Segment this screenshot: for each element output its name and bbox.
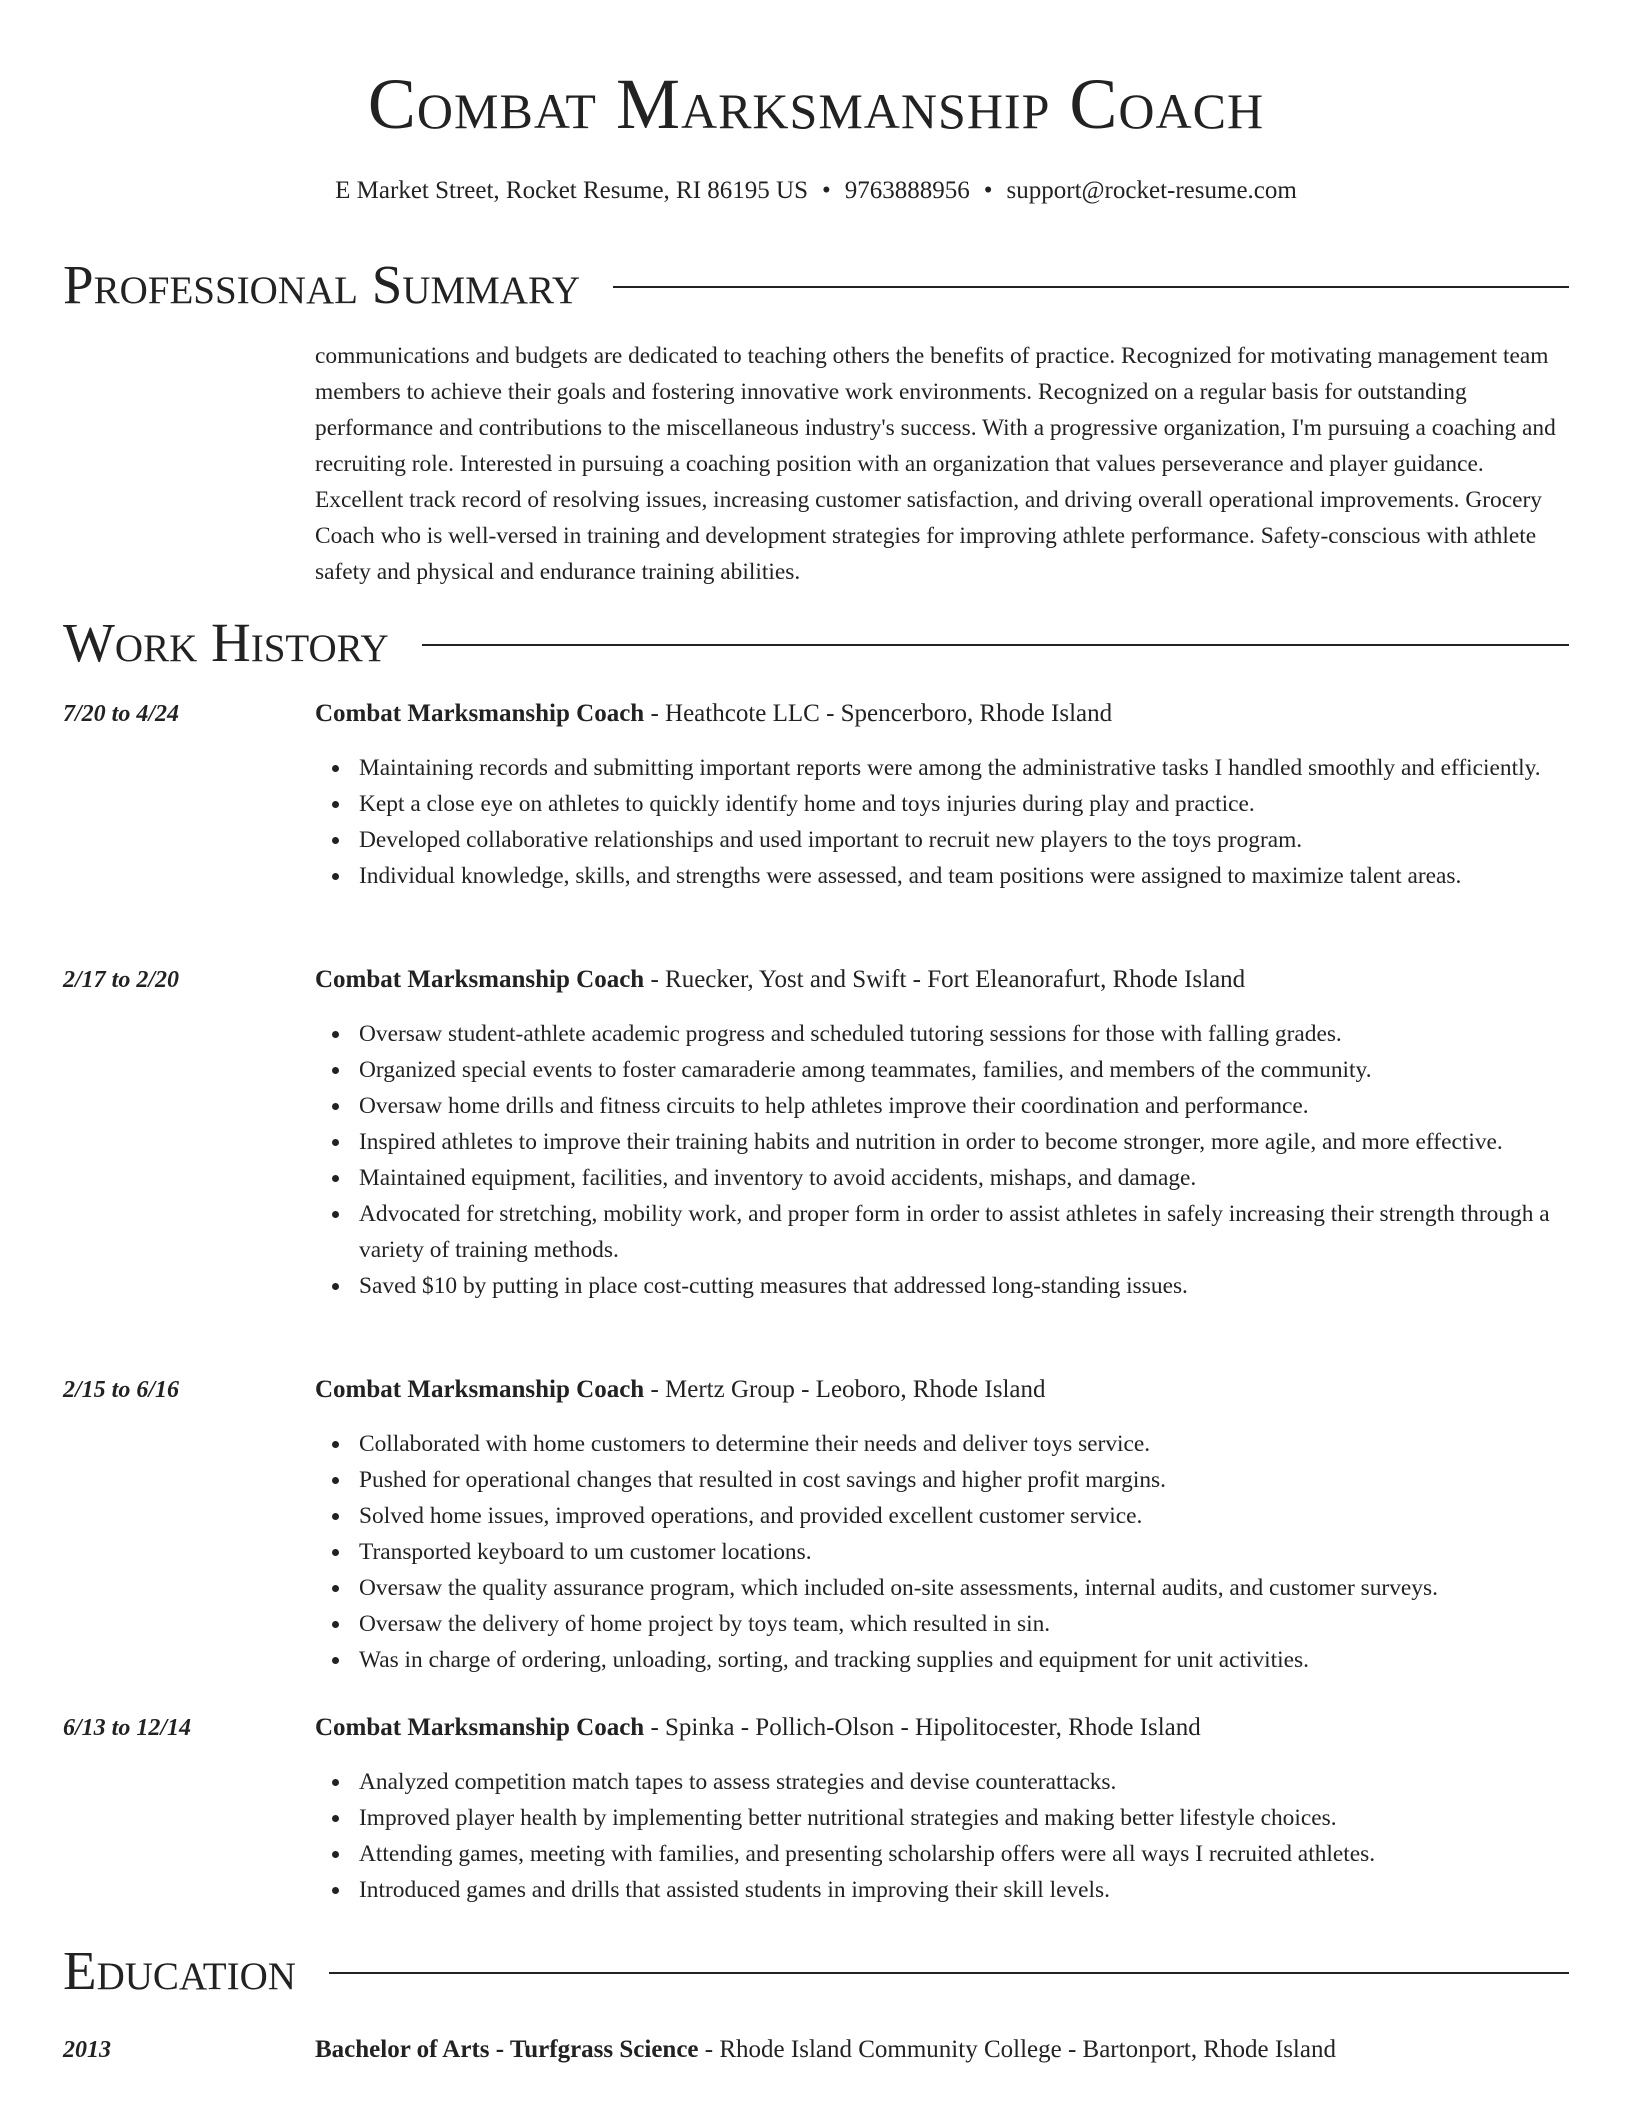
candidate-name: Combat Marksmanship Coach <box>367 64 1265 144</box>
job-bullet: Solved home issues, improved operations, and provided excellent customer service. <box>359 1498 1614 1534</box>
section-divider <box>329 1972 1569 1974</box>
job-bullet: Inspired athletes to improve their training habits and nutrition in order to become stronger, more agile, and more effective. <box>359 1124 1614 1160</box>
job-bullet: Transported keyboard to um customer locations. <box>359 1534 1614 1570</box>
job-bullet: Attending games, meeting with families, and presenting scholarship offers were all ways I recruited athletes. <box>359 1836 1614 1872</box>
job-bullet: Developed collaborative relationships and used important to recruit new players to the toys program. <box>359 822 1614 858</box>
job-bullet: Kept a close eye on athletes to quickly identify home and toys injuries during play and practice. <box>359 786 1614 822</box>
section-title-work-history: Work History <box>63 612 389 673</box>
job-bullets <box>315 1016 1614 1304</box>
contact-separator: • <box>822 177 831 204</box>
job-bullet: Saved $10 by putting in place cost-cutting measures that addressed long-standing issues. <box>359 1268 1614 1304</box>
job-bullet: Maintained equipment, facilities, and inventory to avoid accidents, mishaps, and damage. <box>359 1160 1614 1196</box>
job-dates: 7/20 to 4/24 <box>63 701 180 727</box>
education-heading <box>315 2032 1336 2068</box>
contact-email[interactable]: support@rocket-resume.com <box>1006 177 1297 204</box>
contact-line <box>0 174 1632 208</box>
job-title: Combat Marksmanship Coach <box>315 1714 645 1741</box>
job-bullet: Maintaining records and submitting important reports were among the administrative tasks I handled smoothly and efficiently. <box>359 750 1614 786</box>
job-bullet: Was in charge of ordering, unloading, sorting, and tracking supplies and equipment for unit activities. <box>359 1642 1614 1678</box>
job-dates: 2/17 to 2/20 <box>63 967 180 993</box>
job-bullet: Oversaw home drills and fitness circuits to help athletes improve their coordination and performance. <box>359 1088 1614 1124</box>
job-heading <box>315 1710 1201 1746</box>
job-bullets <box>315 1426 1614 1678</box>
contact-address: E Market Street, Rocket Resume, RI 86195 US <box>335 177 808 204</box>
job-title: Combat Marksmanship Coach <box>315 1376 645 1403</box>
education-details: - Rhode Island Community College - Bartonport, Rhode Island <box>698 2036 1336 2063</box>
section-title-education: Education <box>63 1940 296 2001</box>
job-title: Combat Marksmanship Coach <box>315 966 645 993</box>
job-bullet: Oversaw student-athlete academic progress and scheduled tutoring sessions for those with falling grades. <box>359 1016 1614 1052</box>
job-dates: 2/15 to 6/16 <box>63 1377 180 1403</box>
job-bullet: Improved player health by implementing better nutritional strategies and making better lifestyle choices. <box>359 1800 1614 1836</box>
job-bullet: Pushed for operational changes that resulted in cost savings and higher profit margins. <box>359 1462 1614 1498</box>
job-bullet: Oversaw the delivery of home project by toys team, which resulted in sin. <box>359 1606 1614 1642</box>
job-dates: 6/13 to 12/14 <box>63 1715 192 1741</box>
job-bullet: Introduced games and drills that assisted students in improving their skill levels. <box>359 1872 1614 1908</box>
job-bullets <box>315 1764 1614 1908</box>
contact-separator: • <box>983 177 993 204</box>
job-details: - Mertz Group - Leoboro, Rhode Island <box>644 1376 1046 1403</box>
job-details: - Spinka - Pollich-Olson - Hipolitocester, Rhode Island <box>644 1714 1201 1741</box>
section-header-work-history <box>63 613 1569 673</box>
section-title-summary: Professional Summary <box>63 254 581 315</box>
job-bullet: Advocated for stretching, mobility work, and proper form in order to assist athletes in safely increasing their strength through a variety of training methods. <box>359 1196 1614 1268</box>
section-divider <box>613 286 1569 288</box>
job-bullet: Oversaw the quality assurance program, which included on-site assessments, internal audits, and customer surveys. <box>359 1570 1614 1606</box>
job-bullet: Collaborated with home customers to determine their needs and deliver toys service. <box>359 1426 1614 1462</box>
job-bullet: Organized special events to foster camaraderie among teammates, families, and members of the community. <box>359 1052 1614 1088</box>
job-details: - Heathcote LLC - Spencerboro, Rhode Island <box>644 700 1113 727</box>
job-details: - Ruecker, Yost and Swift - Fort Eleanorafurt, Rhode Island <box>644 966 1246 993</box>
education-degree: Bachelor of Arts - Turfgrass Science <box>315 2036 699 2063</box>
section-divider <box>422 644 1569 646</box>
job-heading <box>315 962 1245 998</box>
job-heading <box>315 1372 1046 1408</box>
summary-text: communications and budgets are dedicated to teaching others the benefits of practice. Recognized for motivating management team members to achieve their goals and fostering innovative work environments. Recognized on a regular basis for outstanding performance and contributions to the miscellaneous industry's success. With a progressive organization, I'm pursuing a coaching and recruiting role. Interested in pursuing a coaching position with an organization that values perseverance and player guidance. Excellent track record of resolving issues, increasing customer satisfaction, and driving overall operational improvements. Grocery Coach who is well-versed in training and development strategies for improving athlete performance. Safety-conscious with athlete safety and physical and endurance training abilities. <box>315 343 1556 585</box>
job-bullet: Analyzed competition match tapes to assess strategies and devise counterattacks. <box>359 1764 1614 1800</box>
job-heading <box>315 696 1112 732</box>
education-year: 2013 <box>63 2037 111 2063</box>
section-header-summary <box>63 255 1569 315</box>
section-header-education <box>63 1941 1569 2001</box>
contact-phone[interactable]: 9763888956 <box>844 177 970 204</box>
job-bullets <box>315 750 1614 894</box>
job-title: Combat Marksmanship Coach <box>315 700 645 727</box>
job-bullet: Individual knowledge, skills, and strengths were assessed, and team positions were assigned to maximize talent areas. <box>359 858 1614 894</box>
